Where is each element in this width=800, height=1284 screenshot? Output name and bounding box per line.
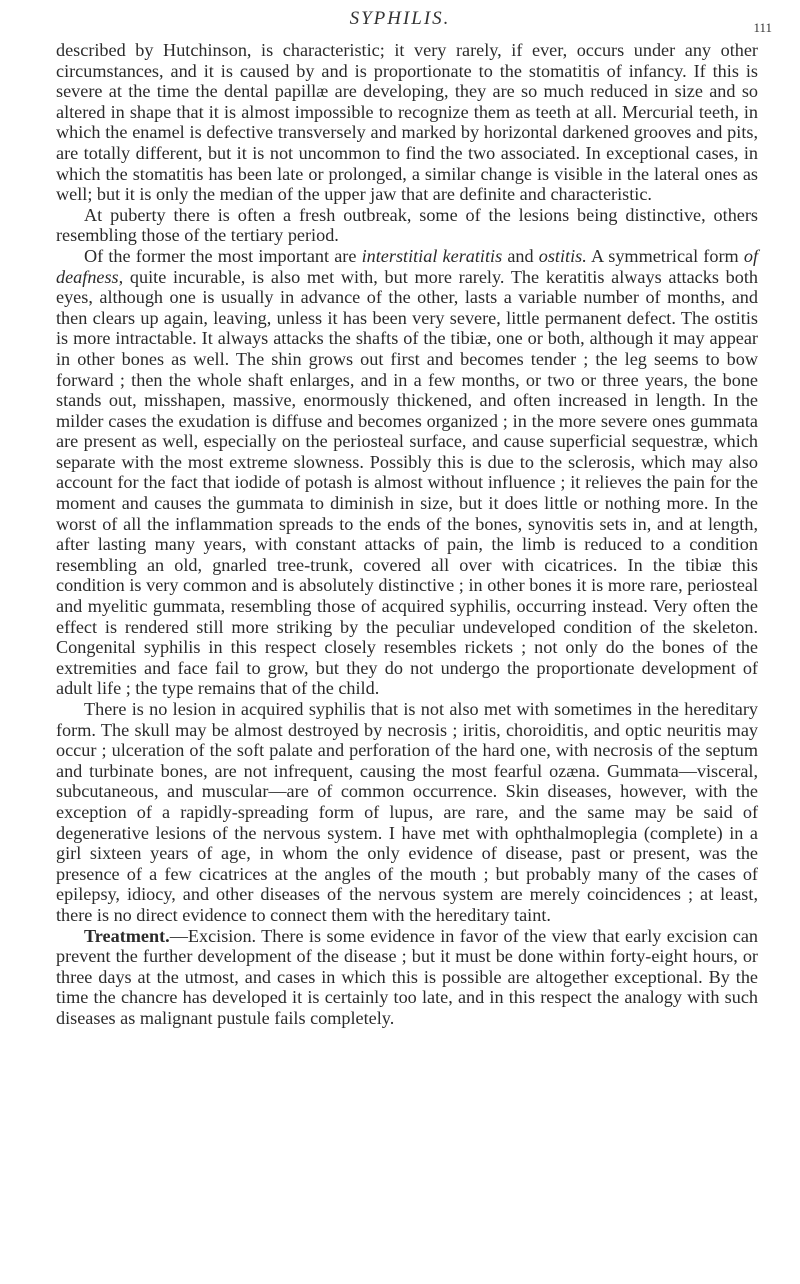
- text-run: described by Hutchinson, is characteristic; it very rarely, if ever, occurs under any other circumstances, and it is caused by and is proportionate to the stomatitis of infancy. If this is severe at the time the dental papillæ are developing, they are so much reduced in size and so altered in shape that it is almost impossible to recognize them as teeth at all. Mercurial teeth, in which the enamel is defective transversely and marked by horizontal darkened grooves and pits, are totally different, but it is not uncommon to find the two associated. In exceptional cases, in which the stomatitis has been late or prolonged, a similar change is visible in the lateral ones as well; but it is only the median of the upper jaw that are definite and characteristic.: [56, 40, 758, 205]
- running-head: [0, 8, 800, 38]
- text-run: —Excision. There is some evidence in favor of the view that early excision can prevent the further development of the disease ; but it must be done within forty-eight hours, or three days at the utmost, and cases in which this is possible are altogether exceptional. By the time the chancre has developed it is certainly too late, and in this respect the analogy with such diseases as malignant pustule fails completely.: [56, 925, 758, 1028]
- italic-term: of deafness,: [56, 245, 758, 287]
- inline-heading: Treatment.: [84, 925, 170, 946]
- paragraph-treatment: [56, 926, 758, 1029]
- paragraph-puberty: [56, 205, 758, 246]
- text-run: A symmetrical form: [586, 245, 744, 266]
- page-number: 111: [753, 20, 772, 35]
- text-run: Of the former the most important are: [84, 245, 362, 266]
- italic-term: ostitis.: [538, 245, 587, 266]
- paragraph-acquired-lesions: [56, 699, 758, 926]
- paragraph-keratitis-ostitis: [56, 246, 758, 699]
- text-run: and: [502, 245, 539, 266]
- italic-term: interstitial keratitis: [361, 245, 503, 266]
- body-text: [56, 40, 758, 1029]
- text-run: quite incurable, is also met with, but more rarely. The keratitis always attacks both eyes, although one is usually in advance of the other, lasts a variable number of months, and then clears up again, leaving, unless it has been very severe, little permanent defect. The ostitis is more intractable. It always attacks the shafts of the tibiæ, one or both, although it may appear in other bones as well. The shin grows out first and becomes tender ; the leg seems to bow forward ; then the whole shaft enlarges, and in a few months, or two or three years, the bone stands out, misshapen, massive, enormously thickened, and often increased in length. In the milder cases the exudation is diffuse and becomes organized ; in the more severe ones gummata are present as well, especially on the periosteal surface, and cause superficial sequestræ, which separate with the most extreme slowness. Possibly this is due to the sclerosis, which may also account for the fact that iodide of potash is almost without influence ; it relieves the pain for the moment and causes the gummata to diminish in size, but it does little or nothing more. In the worst of all the inflammation spreads to the ends of the bones, synovitis sets in, and at length, after lasting many years, with constant attacks of pain, the limb is reduced to a condition resembling an old, gnarled tree-trunk, covered all over with cicatrices. In the tibiæ this condition is very common and is absolutely distinctive ; in other bones it is more rare, periosteal and myelitic gummata, resembling those of acquired syphilis, occurring instead. Very often the effect is rendered still more striking by the peculiar undeveloped condition of the skeleton. Congenital syphilis in this respect closely resembles rickets ; not only do the bones of the extremities and face fail to grow, but they do not undergo the proportionate development of adult life ; the type remains that of the child.: [56, 266, 758, 699]
- running-title: SYPHILIS.: [349, 8, 451, 29]
- text-run: There is no lesion in acquired syphilis that is not also met with sometimes in the hereditary form. The skull may be almost destroyed by necrosis ; iritis, choroiditis, and optic neuritis may occur ; ulceration of the soft palate and perforation of the hard one, with necrosis of the septum and turbinate bones, are not infrequent, causing the most fearful ozæna. Gummata—visceral, subcutaneous, and muscular—are of common occurrence. Skin diseases, however, with the exception of a rapidly-spreading form of lupus, are rare, and the same may be said of degenerative lesions of the nervous system. I have met with ophthalmoplegia (complete) in a girl sixteen years of age, in whom the only evidence of disease, past or present, was the presence of a few cicatrices at the angles of the mouth ; but probably many of the cases of epilepsy, idiocy, and other diseases of the nervous system are merely coincidences ; at least, there is no direct evidence to connect them with the hereditary taint.: [56, 699, 758, 925]
- text-run: At puberty there is often a fresh outbreak, some of the lesions being distinctive, others resembling those of the tertiary period.: [56, 204, 758, 246]
- paragraph-continuation: [56, 40, 758, 205]
